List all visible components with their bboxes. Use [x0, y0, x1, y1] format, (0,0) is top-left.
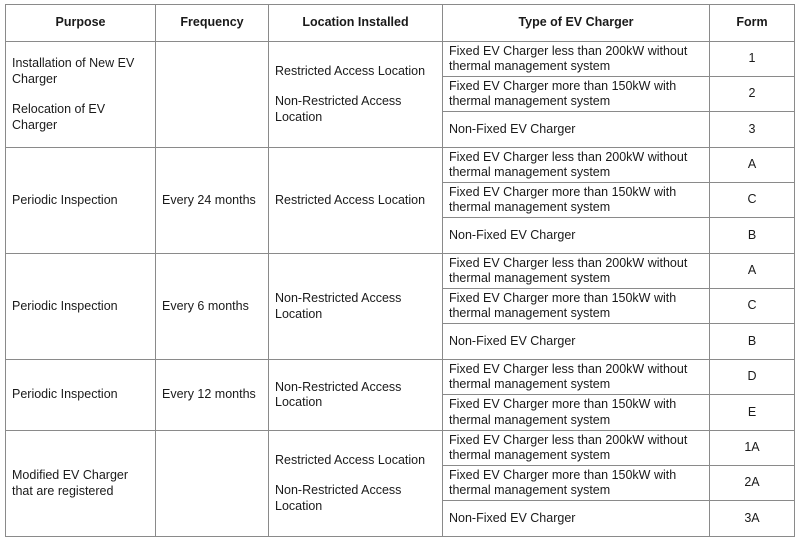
- form-cell: A: [710, 254, 795, 289]
- form-cell: E: [710, 395, 795, 431]
- form-cell: 2: [710, 77, 795, 112]
- purpose-cell: [6, 42, 156, 148]
- header-location: Location Installed: [269, 5, 443, 42]
- location-text: Non-Restricted Access Location: [275, 483, 402, 513]
- type-cell: Fixed EV Charger less than 200kW without thermal management system: [443, 360, 710, 395]
- form-cell: C: [710, 289, 795, 324]
- table-row: [6, 42, 795, 77]
- frequency-cell: [156, 431, 269, 537]
- type-cell: Non-Fixed EV Charger: [443, 218, 710, 254]
- header-row: [6, 5, 795, 42]
- purpose-cell: Periodic Inspection: [6, 148, 156, 254]
- type-cell: Fixed EV Charger less than 200kW without thermal management system: [443, 254, 710, 289]
- frequency-cell: Every 6 months: [156, 254, 269, 360]
- location-cell: Restricted Access Location: [269, 148, 443, 254]
- form-cell: B: [710, 324, 795, 360]
- type-cell: Fixed EV Charger more than 150kW with thermal management system: [443, 395, 710, 431]
- type-cell: Non-Fixed EV Charger: [443, 324, 710, 360]
- frequency-cell: Every 12 months: [156, 360, 269, 431]
- type-cell: Non-Fixed EV Charger: [443, 501, 710, 537]
- form-cell: 3: [710, 112, 795, 148]
- type-cell: Fixed EV Charger more than 150kW with thermal management system: [443, 289, 710, 324]
- header-purpose: Purpose: [6, 5, 156, 42]
- location-cell: [269, 42, 443, 148]
- purpose-text: Relocation of EV Charger: [12, 102, 106, 132]
- table-row: [6, 360, 795, 395]
- location-text: Restricted Access Location: [275, 63, 426, 78]
- type-cell: Non-Fixed EV Charger: [443, 112, 710, 148]
- type-cell: Fixed EV Charger less than 200kW without thermal management system: [443, 148, 710, 183]
- type-cell: Fixed EV Charger more than 150kW with thermal management system: [443, 183, 710, 218]
- form-cell: 1A: [710, 431, 795, 466]
- header-form: Form: [710, 5, 795, 42]
- purpose-cell: Modified EV Charger that are registered: [6, 431, 156, 537]
- location-text: Restricted Access Location: [275, 452, 426, 467]
- header-frequency: Frequency: [156, 5, 269, 42]
- type-cell: Fixed EV Charger more than 150kW with thermal management system: [443, 77, 710, 112]
- form-cell: A: [710, 148, 795, 183]
- table-row: [6, 254, 795, 289]
- table-row: [6, 148, 795, 183]
- frequency-cell: Every 24 months: [156, 148, 269, 254]
- purpose-cell: Periodic Inspection: [6, 360, 156, 431]
- location-cell: Non-Restricted Access Location: [269, 360, 443, 431]
- location-cell: Non-Restricted Access Location: [269, 254, 443, 360]
- form-cell: 3A: [710, 501, 795, 537]
- form-cell: D: [710, 360, 795, 395]
- frequency-cell: [156, 42, 269, 148]
- type-cell: Fixed EV Charger less than 200kW without thermal management system: [443, 42, 710, 77]
- header-type: Type of EV Charger: [443, 5, 710, 42]
- table-row: [6, 431, 795, 466]
- type-cell: Fixed EV Charger more than 150kW with thermal management system: [443, 466, 710, 501]
- type-cell: Fixed EV Charger less than 200kW without thermal management system: [443, 431, 710, 466]
- ev-charger-forms-table: [5, 4, 795, 537]
- form-cell: B: [710, 218, 795, 254]
- purpose-cell: Periodic Inspection: [6, 254, 156, 360]
- form-cell: 2A: [710, 466, 795, 501]
- form-cell: C: [710, 183, 795, 218]
- location-text: Non-Restricted Access Location: [275, 94, 402, 124]
- form-cell: 1: [710, 42, 795, 77]
- location-cell: [269, 431, 443, 537]
- purpose-text: Installation of New EV Charger: [12, 56, 135, 86]
